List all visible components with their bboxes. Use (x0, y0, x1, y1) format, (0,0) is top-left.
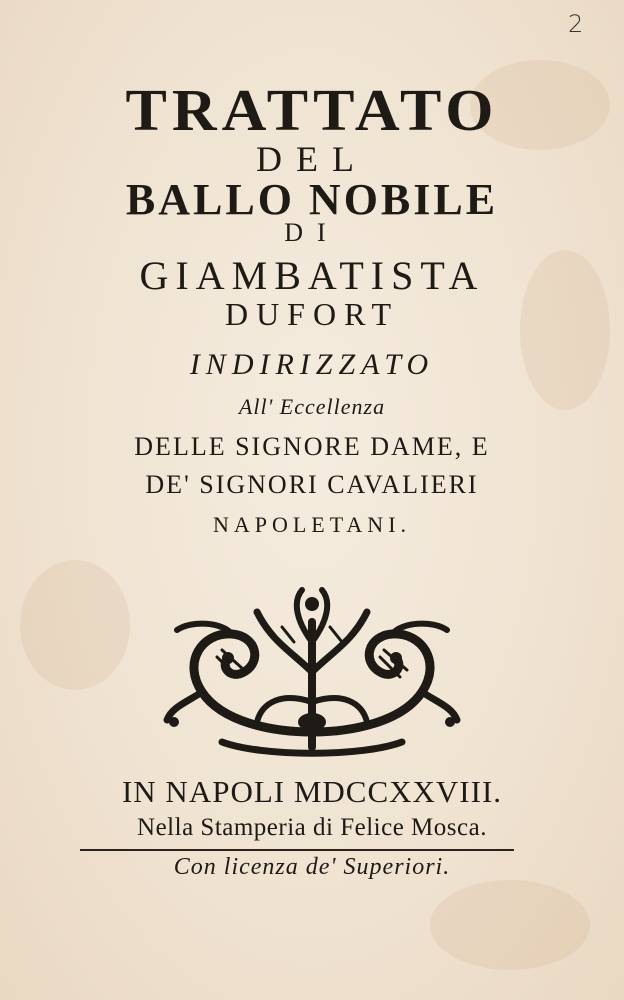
horizontal-rule (80, 849, 514, 851)
floral-ornament-icon (162, 582, 462, 758)
dedication-heading: INDIRIZZATO (189, 348, 435, 381)
title-di: DI (284, 218, 340, 247)
imprint-printer: Nella Stamperia di Felice Mosca. (137, 814, 487, 841)
title-trattato: TRATTATO (125, 78, 499, 144)
title-del: DEL (256, 139, 368, 179)
dedication-knights: DE' SIGNORI CAVALIERI (145, 470, 479, 499)
dedication-ladies: DELLE SIGNORE DAME, E (134, 432, 490, 461)
license-statement: Con licenza de' Superiori. (173, 854, 451, 880)
dedication-excellency: All' Eccellenza (238, 394, 386, 419)
imprint-place-date: IN NAPOLI MDCCXXVIII. (121, 774, 503, 809)
page-number: 2 (568, 10, 584, 38)
author-first-name: GIAMBATISTA (139, 253, 485, 298)
author-surname: DUFORT (224, 296, 400, 332)
dedication-city: NAPOLETANI. (212, 512, 412, 537)
title-ballo-nobile: BALLO NOBILE (125, 175, 499, 224)
